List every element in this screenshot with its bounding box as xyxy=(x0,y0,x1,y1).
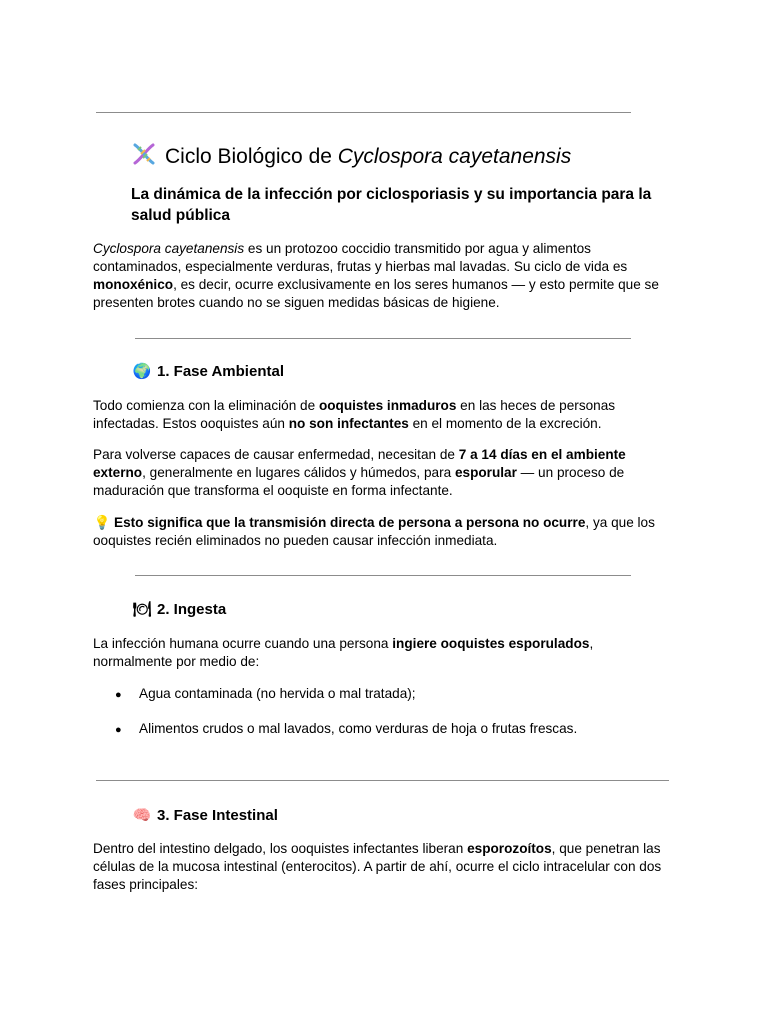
dna-icon xyxy=(131,141,157,167)
intestinal-p1-text-1: Dentro del intestino delgado, los ooquistes infectantes liberan xyxy=(93,841,468,856)
ambiental-paragraph-1 xyxy=(93,397,673,433)
ambiental-p3-bold-1: Esto significa que la transmisión directa de persona a persona no ocurre xyxy=(114,515,586,530)
ingesta-p1-text-2: , normalmente por medio de: xyxy=(93,636,594,669)
ingesta-paragraph-1 xyxy=(93,635,673,671)
intestinal-paragraph-1 xyxy=(93,840,673,894)
brain-icon: 🧠 xyxy=(132,806,152,824)
divider-3 xyxy=(96,780,669,781)
divider-2 xyxy=(135,575,631,576)
ambiental-p2-bold-2: esporular xyxy=(454,465,517,480)
ingesta-p1-bold-1: ingiere ooquistes esporulados xyxy=(392,636,590,651)
intro-text-2: , es decir, ocurre exclusivamente en los seres humanos — y esto permite que se presenten brotes cuando no se siguen medidas básicas de higiene. xyxy=(93,277,659,310)
ambiental-p2-text-1: Para volverse capaces de causar enfermedad, necesitan de xyxy=(93,447,459,462)
ambiental-paragraph-3 xyxy=(93,514,673,550)
globe-icon: 🌍 xyxy=(132,362,152,380)
list-item-text: Agua contaminada (no hervida o mal tratada); xyxy=(139,686,416,701)
intro-text-1: es un protozoo coccidio transmitido por agua y alimentos contaminados, especialmente verduras, frutas y hierbas mal lavadas. Su ciclo de vida es xyxy=(93,241,628,274)
ambiental-paragraph-2 xyxy=(93,446,673,500)
page-subtitle: La dinámica de la infección por ciclosporiasis y su importancia para la salud pública xyxy=(131,186,652,224)
ambiental-p2-text-2: , generalmente en lugares cálidos y húmedos, para xyxy=(142,465,455,480)
lightbulb-icon: 💡 xyxy=(93,515,111,531)
intestinal-p1-bold-1: esporozoítos xyxy=(467,841,552,856)
intro-species: Cyclospora cayetanensis xyxy=(93,241,245,256)
title-prefix: Ciclo Biológico de xyxy=(165,145,338,168)
ambiental-p2-bold-1: 7 a 14 días en el ambiente externo xyxy=(93,447,626,480)
ingesta-p1-text-1: La infección humana ocurre cuando una persona xyxy=(93,636,393,651)
section-heading-ambiental xyxy=(131,361,284,382)
intestinal-p1-text-2: , que penetran las células de la mucosa intestinal (enterocitos). A partir de ahí, ocurre el ciclo intracelular con dos fases principales: xyxy=(93,841,662,892)
section-title-ambiental: 1. Fase Ambiental xyxy=(157,363,284,380)
list-item xyxy=(115,720,577,739)
plate-icon: 🍽 xyxy=(132,600,152,618)
ambiental-p2-text-3: — un proceso de maduración que transforma el ooquiste en forma infectante. xyxy=(93,465,625,498)
section-heading-ingesta xyxy=(131,599,226,620)
ambiental-p3-text-1: , ya que los ooquistes recién eliminados no pueden causar infección inmediata. xyxy=(93,515,655,548)
page-title xyxy=(131,141,571,170)
list-item-text: Alimentos crudos o mal lavados, como verduras de hoja o frutas frescas. xyxy=(139,721,578,736)
section-title-ingesta: 2. Ingesta xyxy=(157,601,227,618)
section-heading-intestinal xyxy=(131,805,278,826)
intro-paragraph xyxy=(93,240,673,312)
ambiental-p1-text-3: en el momento de la excreción. xyxy=(408,416,602,431)
ambiental-p1-text-2: en las heces de personas infectadas. Estos ooquistes aún xyxy=(93,398,616,431)
divider-top xyxy=(96,112,631,113)
section-title-intestinal: 3. Fase Intestinal xyxy=(157,807,278,824)
title-species: Cyclospora cayetanensis xyxy=(337,145,572,168)
bullet-icon: ● xyxy=(115,724,122,736)
ambiental-p1-bold-1: ooquistes inmaduros xyxy=(318,398,457,413)
ambiental-p1-bold-2: no son infectantes xyxy=(288,416,409,431)
divider-1 xyxy=(135,338,631,339)
ambiental-p1-text-1: Todo comienza con la eliminación de xyxy=(93,398,319,413)
intro-bold-1: monoxénico xyxy=(93,277,174,292)
list-item xyxy=(115,685,416,704)
bullet-icon: ● xyxy=(115,689,122,701)
